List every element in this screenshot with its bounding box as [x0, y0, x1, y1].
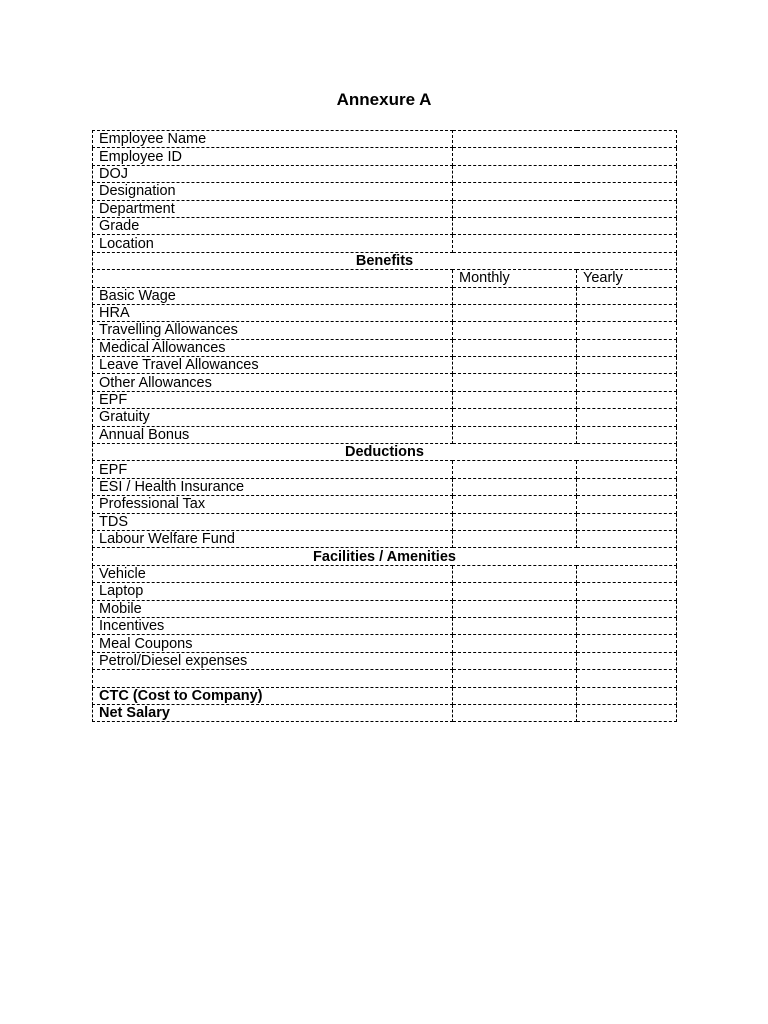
deductions-item-epf: EPF — [93, 461, 453, 478]
benefits-heading: Benefits — [93, 252, 677, 269]
employee-field-row — [93, 183, 677, 200]
employee-field-row — [93, 217, 677, 234]
monthly-value-cell[interactable] — [453, 565, 577, 582]
table-row — [93, 374, 677, 391]
field-value-grade[interactable] — [453, 217, 677, 234]
salary-table — [92, 130, 677, 722]
table-row — [93, 565, 677, 582]
monthly-value-cell[interactable] — [453, 617, 577, 634]
monthly-value-cell[interactable] — [453, 339, 577, 356]
field-label-designation: Designation — [93, 183, 453, 200]
benefits-item-annual-bonus: Annual Bonus — [93, 426, 453, 443]
monthly-value-cell[interactable] — [453, 496, 577, 513]
yearly-value-cell[interactable] — [577, 357, 677, 374]
field-value-department[interactable] — [453, 200, 677, 217]
benefits-item-basic-wage: Basic Wage — [93, 287, 453, 304]
yearly-value-cell[interactable] — [577, 635, 677, 652]
monthly-value-cell[interactable] — [453, 530, 577, 547]
deductions-item-professional-tax: Professional Tax — [93, 496, 453, 513]
yearly-value-cell[interactable] — [577, 478, 677, 495]
deductions-item-labour-welfare-fund: Labour Welfare Fund — [93, 530, 453, 547]
monthly-value-cell[interactable] — [453, 391, 577, 408]
monthly-value-cell[interactable] — [453, 513, 577, 530]
employee-field-row — [93, 131, 677, 148]
field-label-employee-id: Employee ID — [93, 148, 453, 165]
yearly-value-cell[interactable] — [577, 704, 677, 721]
column-header-monthly: Monthly — [453, 270, 577, 287]
benefits-item-hra: HRA — [93, 304, 453, 321]
yearly-value-cell[interactable] — [577, 617, 677, 634]
yearly-value-cell[interactable] — [577, 374, 677, 391]
field-value-doj[interactable] — [453, 165, 677, 182]
table-row — [93, 583, 677, 600]
table-row — [93, 478, 677, 495]
monthly-value-cell[interactable] — [453, 322, 577, 339]
yearly-value-cell[interactable] — [577, 513, 677, 530]
benefits-item-leave-travel-allowances: Leave Travel Allowances — [93, 357, 453, 374]
table-row — [93, 530, 677, 547]
section-row — [93, 444, 677, 461]
facilities-item-blank — [93, 670, 453, 687]
table-row — [93, 670, 677, 687]
monthly-value-cell[interactable] — [453, 304, 577, 321]
field-value-employee-name[interactable] — [453, 131, 677, 148]
yearly-value-cell[interactable] — [577, 322, 677, 339]
employee-field-row — [93, 148, 677, 165]
facilities-item-incentives: Incentives — [93, 617, 453, 634]
table-row — [93, 652, 677, 669]
monthly-value-cell[interactable] — [453, 357, 577, 374]
table-row — [93, 513, 677, 530]
table-row — [93, 357, 677, 374]
facilities-item-laptop: Laptop — [93, 583, 453, 600]
facilities-item-vehicle: Vehicle — [93, 565, 453, 582]
table-row — [93, 339, 677, 356]
field-label-doj: DOJ — [93, 165, 453, 182]
yearly-value-cell[interactable] — [577, 530, 677, 547]
table-row — [93, 304, 677, 321]
table-row — [93, 409, 677, 426]
deductions-item-tds: TDS — [93, 513, 453, 530]
monthly-value-cell[interactable] — [453, 635, 577, 652]
field-value-employee-id[interactable] — [453, 148, 677, 165]
field-value-designation[interactable] — [453, 183, 677, 200]
monthly-value-cell[interactable] — [453, 374, 577, 391]
monthly-value-cell[interactable] — [453, 670, 577, 687]
table-row — [93, 617, 677, 634]
facilities-heading: Facilities / Amenities — [93, 548, 677, 565]
table-row — [93, 461, 677, 478]
column-header-yearly: Yearly — [577, 270, 677, 287]
yearly-value-cell[interactable] — [577, 461, 677, 478]
field-label-grade: Grade — [93, 217, 453, 234]
monthly-value-cell[interactable] — [453, 461, 577, 478]
table-row — [93, 391, 677, 408]
yearly-value-cell[interactable] — [577, 426, 677, 443]
yearly-value-cell[interactable] — [577, 670, 677, 687]
field-label-department: Department — [93, 200, 453, 217]
table-row — [93, 635, 677, 652]
monthly-value-cell[interactable] — [453, 687, 577, 704]
yearly-value-cell[interactable] — [577, 583, 677, 600]
table-row — [93, 600, 677, 617]
employee-field-row — [93, 200, 677, 217]
section-row — [93, 548, 677, 565]
table-row — [93, 287, 677, 304]
benefits-item-medical-allowances: Medical Allowances — [93, 339, 453, 356]
deductions-heading: Deductions — [93, 444, 677, 461]
yearly-value-cell[interactable] — [577, 687, 677, 704]
monthly-value-cell[interactable] — [453, 409, 577, 426]
monthly-value-cell[interactable] — [453, 652, 577, 669]
table-row — [93, 496, 677, 513]
yearly-value-cell[interactable] — [577, 496, 677, 513]
yearly-value-cell[interactable] — [577, 391, 677, 408]
table-row — [93, 322, 677, 339]
monthly-value-cell[interactable] — [453, 704, 577, 721]
employee-field-row — [93, 235, 677, 252]
yearly-value-cell[interactable] — [577, 409, 677, 426]
column-header-row — [93, 270, 677, 287]
facilities-item-meal-coupons: Meal Coupons — [93, 635, 453, 652]
yearly-value-cell[interactable] — [577, 565, 677, 582]
benefits-item-epf: EPF — [93, 391, 453, 408]
benefits-item-gratuity: Gratuity — [93, 409, 453, 426]
facilities-item-petrol-diesel-expenses: Petrol/Diesel expenses — [93, 652, 453, 669]
employee-field-row — [93, 165, 677, 182]
facilities-item-mobile: Mobile — [93, 600, 453, 617]
section-row — [93, 252, 677, 269]
table-row — [93, 704, 677, 721]
yearly-value-cell[interactable] — [577, 287, 677, 304]
yearly-value-cell[interactable] — [577, 652, 677, 669]
monthly-value-cell[interactable] — [453, 287, 577, 304]
field-label-employee-name: Employee Name — [93, 131, 453, 148]
ctc-label: CTC (Cost to Company) — [93, 687, 453, 704]
net-salary-label: Net Salary — [93, 704, 453, 721]
monthly-value-cell[interactable] — [453, 583, 577, 600]
monthly-value-cell[interactable] — [453, 426, 577, 443]
yearly-value-cell[interactable] — [577, 339, 677, 356]
yearly-value-cell[interactable] — [577, 600, 677, 617]
page-title: Annexure A — [336, 90, 432, 109]
column-header-blank — [93, 270, 453, 287]
field-value-location[interactable] — [453, 235, 677, 252]
benefits-item-other-allowances: Other Allowances — [93, 374, 453, 391]
monthly-value-cell[interactable] — [453, 478, 577, 495]
deductions-item-esi-health-insurance: ESI / Health Insurance — [93, 478, 453, 495]
field-label-location: Location — [93, 235, 453, 252]
benefits-item-travelling-allowances: Travelling Allowances — [93, 322, 453, 339]
yearly-value-cell[interactable] — [577, 304, 677, 321]
table-row — [93, 426, 677, 443]
table-row — [93, 687, 677, 704]
monthly-value-cell[interactable] — [453, 600, 577, 617]
